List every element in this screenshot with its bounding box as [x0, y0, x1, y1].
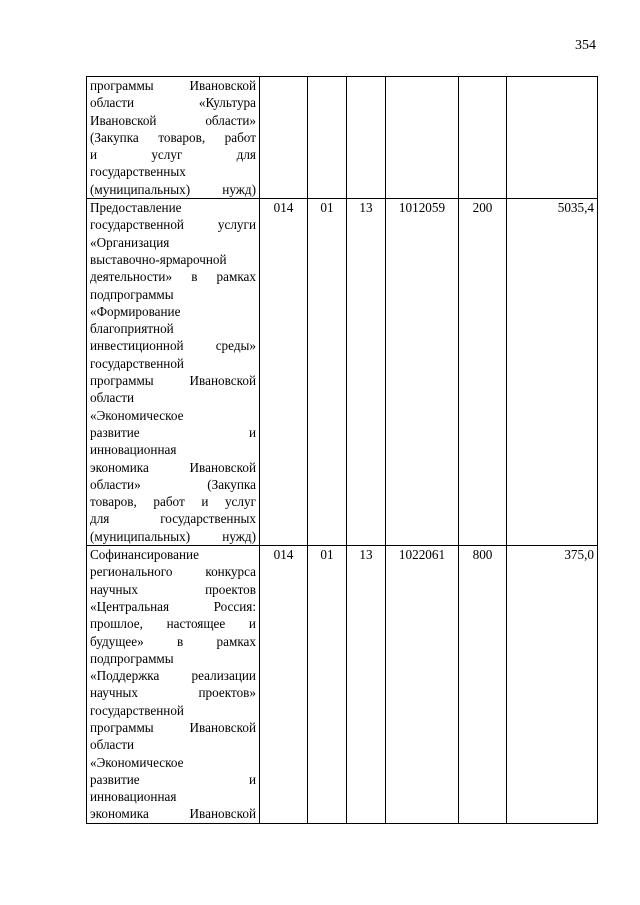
description-line: «Организация [90, 234, 170, 250]
description-line: развитие и [90, 424, 256, 440]
description-line: развитие и [90, 771, 256, 787]
description-line: «Экономическое [90, 754, 184, 770]
description-line: экономика Ивановской [90, 806, 256, 822]
description-line: области «Культура [90, 95, 256, 111]
admin-code-cell: 014 [260, 546, 308, 824]
expense-type-cell [459, 77, 507, 199]
description-line: Софинансирование [90, 547, 199, 563]
description-line: экономика Ивановской [90, 459, 256, 475]
description-line: для государственных [90, 511, 256, 527]
row-description [87, 546, 260, 824]
table-body [87, 77, 598, 824]
section-code-cell: 01 [308, 546, 347, 824]
description-line: области [90, 737, 135, 753]
expense-type-cell: 200 [459, 199, 507, 546]
description-line: товаров, работ и услуг [90, 494, 256, 510]
description-line: инновационная [90, 442, 177, 458]
description-line: «Центральная Россия: [90, 598, 256, 614]
table-row [87, 546, 598, 824]
description-line: выставочно-ярмарочной [90, 251, 227, 267]
description-line: государственной [90, 355, 184, 371]
description-line: государственной услуги [90, 217, 256, 233]
description-line: (муниципальных) нужд) [90, 181, 256, 197]
table-row [87, 77, 598, 199]
description-line: «Экономическое [90, 407, 184, 423]
description-line: инновационная [90, 789, 177, 805]
section-code-cell: 01 [308, 199, 347, 546]
description-line: (Закупка товаров, работ [90, 129, 256, 145]
description-line: подпрограммы [90, 286, 174, 302]
admin-code-cell [260, 77, 308, 199]
description-line: программы Ивановской [90, 719, 256, 735]
admin-code-cell: 014 [260, 199, 308, 546]
expense-type-cell: 800 [459, 546, 507, 824]
target-article-cell [386, 77, 459, 199]
amount-cell: 375,0 [507, 546, 598, 824]
description-line: регионального конкурса [90, 564, 256, 580]
description-line: будущее» в рамках [90, 633, 256, 649]
page-number: 354 [575, 38, 596, 53]
subsection-code-cell: 13 [347, 546, 386, 824]
description-line: области» (Закупка [90, 476, 256, 492]
description-line: государственных [90, 164, 186, 180]
description-line: (муниципальных) нужд) [90, 528, 256, 544]
section-code-cell [308, 77, 347, 199]
table-row [87, 199, 598, 546]
description-line: программы Ивановской [90, 373, 256, 389]
amount-cell: 5035,4 [507, 199, 598, 546]
row-description [87, 199, 260, 546]
description-line: «Формирование [90, 303, 181, 319]
description-line: и услуг для [90, 147, 256, 163]
description-line: области [90, 390, 135, 406]
subsection-code-cell: 13 [347, 199, 386, 546]
description-line: программы Ивановской [90, 78, 256, 93]
target-article-cell: 1012059 [386, 199, 459, 546]
description-line: подпрограммы [90, 650, 174, 666]
description-line: Ивановской области» [90, 112, 256, 128]
budget-table [86, 76, 598, 824]
description-line: научных проектов [90, 581, 256, 597]
description-line: инвестиционной среды» [90, 338, 256, 354]
description-line: прошлое, настоящее и [90, 616, 256, 632]
description-line: научных проектов» [90, 685, 256, 701]
description-line: Предоставление [90, 200, 182, 216]
description-line: деятельности» в рамках [90, 269, 256, 285]
target-article-cell: 1022061 [386, 546, 459, 824]
description-line: государственной [90, 702, 184, 718]
subsection-code-cell [347, 77, 386, 199]
description-line: благоприятной [90, 321, 174, 337]
row-description [87, 77, 260, 199]
amount-cell [507, 77, 598, 199]
description-line: «Поддержка реализации [90, 668, 256, 684]
